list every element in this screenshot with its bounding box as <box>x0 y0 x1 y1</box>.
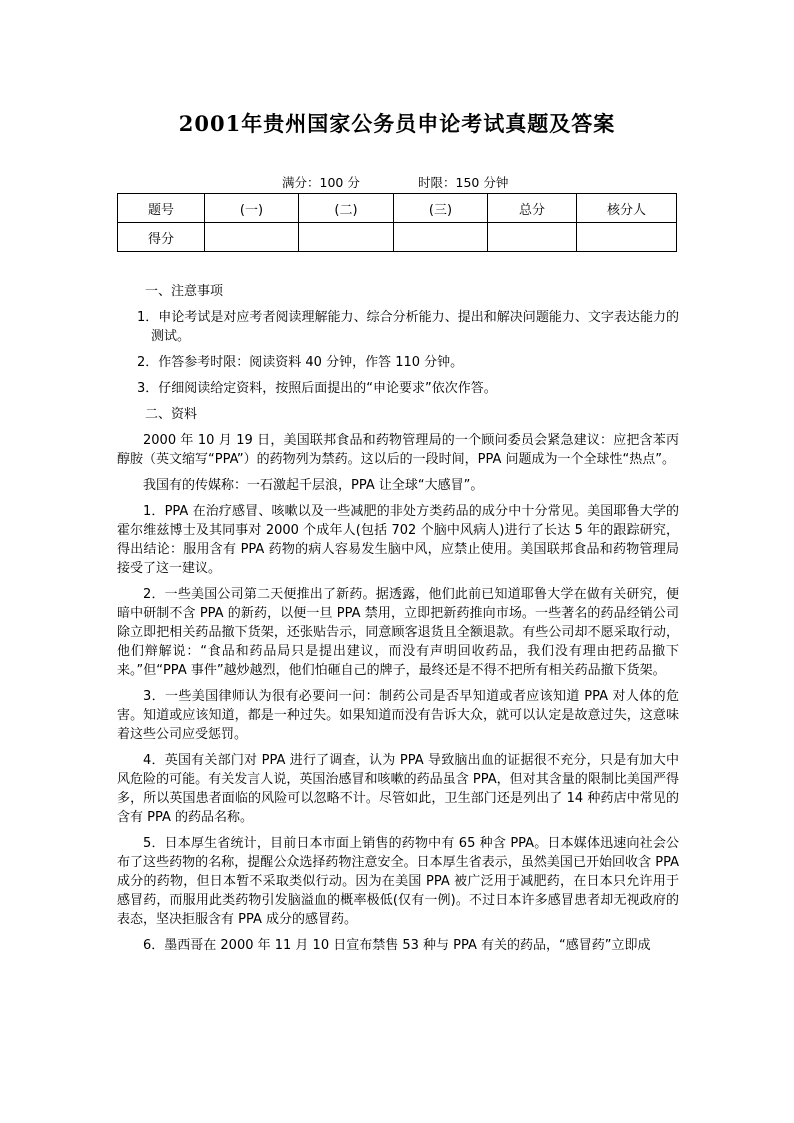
material-paragraph: 2．一些美国公司第二天便推出了新药。据透露，他们此前已知道耶鲁大学在做有关研究，便暗中研制不含 PPA 的新药，以便一旦 PPA 禁用，立即把新药推向市场。一些著名的药品经销公司除立即把相关药品撤下货架，还张贴告示，同意顾客退货且全额退款。有些公司却不愿采取行动，他们辩解说：“食品和药品局只是提出建议，而没有声明回收药品，我们没有理由把药品撤下来。”但“PPA 事件”越炒越烈，他们怕砸自己的牌子，最终还是不得不把所有相关药品撤下货架。 <box>117 587 679 678</box>
material-paragraph: 4．英国有关部门对 PPA 进行了调查，认为 PPA 导致脑出血的证据很不充分，只是有加大中风危险的可能。有关发言人说，英国治感冒和咳嗽的药品虽含 PPA，但对其含量的限制比美国严得多，所以英国患者面临的风险可以忽略不计。尽管如此，卫生部门还是列出了 14 种药店中常见的含有 PPA 的药品名称。 <box>117 753 679 825</box>
header-cell: (一) <box>205 194 299 223</box>
time-limit: 时限：150 分钟 <box>418 175 509 190</box>
score-table-score-row <box>118 223 677 252</box>
score-cell <box>577 223 677 252</box>
header-cell: (二) <box>299 194 394 223</box>
material-paragraph: 6．墨西哥在 2000 年 11 月 10 日宣布禁售 53 种与 PPA 有关的药品，“感冒药”立即成 <box>143 938 651 953</box>
score-cell <box>488 223 577 252</box>
notes-item: 3．仔细阅读给定资料，按照后面提出的“申论要求”依次作答。 <box>137 381 497 396</box>
score-cell <box>205 223 299 252</box>
header-cell: 总分 <box>488 194 577 223</box>
material-paragraph: 3．一些美国律师认为很有必要问一问：制药公司是否早知道或者应该知道 PPA 对人体的危害。知道或应该知道，都是一种过失。如果知道而没有告诉大众，就可以认定是故意过失，这意味着这些公司应受惩罚。 <box>117 689 679 742</box>
header-cell: (三) <box>394 194 488 223</box>
header-cell: 题号 <box>118 194 205 223</box>
materials-heading: 二、资料 <box>145 407 198 422</box>
score-table-header-row <box>118 194 677 223</box>
material-paragraph: 5．日本厚生省统计，目前日本市面上销售的药物中有 65 种含 PPA。日本媒体迅速向社会公布了这些药物的名称，提醒公众选择药物注意安全。日本厚生省表示，虽然美国已开始回收含 PPA 成分的药物，但日本暂不采取类似行动。因为在美国 PPA 被广泛用于减肥药，在日本只允许用于感冒药，而服用此类药物引发脑溢血的概率极低(仅有一例)。不过日本许多感冒患者却无视政府的表态，坚决拒服含有 PPA 成分的感冒药。 <box>117 836 679 927</box>
score-cell <box>394 223 488 252</box>
header-cell: 核分人 <box>577 194 677 223</box>
document-title: 2001年贵州国家公务员申论考试真题及答案 <box>178 111 616 136</box>
score-cell <box>299 223 394 252</box>
material-paragraph: 1．PPA 在治疗感冒、咳嗽以及一些减肥的非处方类药品的成分中十分常见。美国耶鲁大学的霍尔维兹博士及其同事对 2000 个成年人(包括 702 个脑中风病人)进行了长达 5 年的跟踪研究，得出结论：服用含有 PPA 药物的病人容易发生脑中风，应禁止使用。美国联邦食品和药物管理局接受了这一建议。 <box>117 504 679 576</box>
notes-heading: 一、注意事项 <box>145 284 224 299</box>
full-score: 满分：100 分 <box>282 175 360 190</box>
row-label: 得分 <box>118 223 205 252</box>
material-paragraph: 2000 年 10 月 19 日，美国联邦食品和药物管理局的一个顾问委员会紧急建议：应把含苯丙醇胺（英文缩写“PPA”）的药物列为禁药。这以后的一段时间，PPA 问题成为一个全球性“热点”。 <box>117 433 679 467</box>
notes-item: 1．申论考试是对应考者阅读理解能力、综合分析能力、提出和解决问题能力、文字表达能力的测试。 <box>137 310 679 344</box>
material-paragraph: 我国有的传媒称：一石激起千层浪，PPA 让全球“大感冒”。 <box>143 478 484 493</box>
document-body <box>117 282 679 962</box>
score-table <box>117 193 677 252</box>
notes-item: 2．作答参考时限：阅读资料 40 分钟，作答 110 分钟。 <box>137 355 464 370</box>
